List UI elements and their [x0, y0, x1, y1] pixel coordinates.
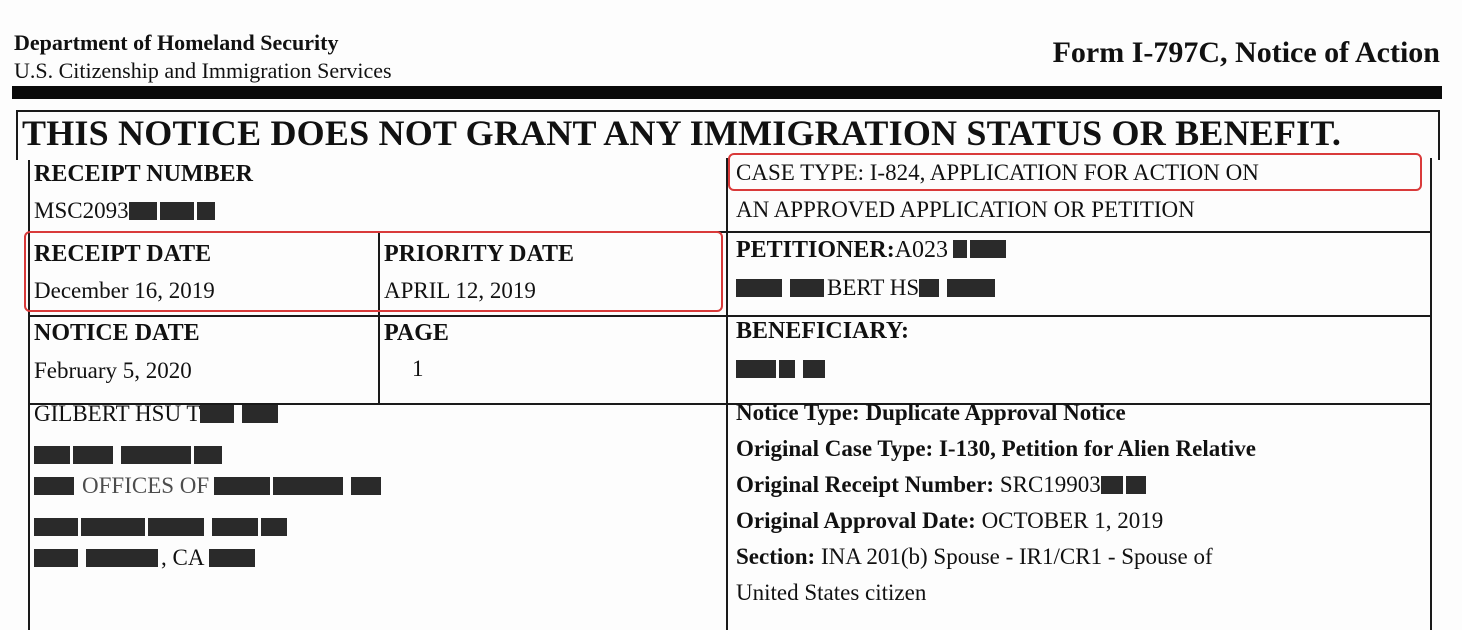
address-line-1 [34, 401, 281, 429]
notice-date-value: February 5, 2020 [34, 358, 192, 383]
petitioner-label-text: PETITIONER: [736, 237, 895, 263]
redaction-mark [34, 518, 290, 541]
table-divider-center [726, 158, 728, 630]
petitioner-name-visible: BERT HS [827, 275, 920, 300]
original-receipt-row [736, 472, 1149, 500]
original-case-type-label: Original Case Type: [736, 436, 934, 461]
receipt-number-value [34, 198, 218, 226]
notice-type-value: Duplicate Approval Notice [865, 400, 1126, 425]
banner-border-left [16, 110, 18, 160]
address-line-5 [34, 545, 258, 573]
original-case-type-row [736, 436, 1256, 462]
redaction-mark [204, 547, 258, 573]
redaction-mark [736, 277, 827, 303]
priority-date-value: APRIL 12, 2019 [384, 278, 536, 303]
case-type-line1: CASE TYPE: I-824, APPLICATION FOR ACTION ON [736, 160, 1259, 185]
address-line-5-visible: , CA [161, 545, 205, 570]
redaction-mark [948, 238, 1009, 265]
department-name: Department of Homeland Security [14, 30, 339, 55]
notice-date-label: NOTICE DATE [34, 320, 200, 346]
redaction-mark [129, 200, 218, 226]
address-line-4 [34, 518, 290, 541]
section-label: Section: [736, 544, 816, 569]
priority-date-label: PRIORITY DATE [384, 241, 575, 267]
form-title: Form I-797C, Notice of Action [1052, 36, 1440, 69]
original-receipt-value: SRC19903 [999, 472, 1101, 497]
redaction-mark [34, 547, 161, 573]
redaction-mark [34, 475, 82, 501]
beneficiary-name-redacted [736, 360, 828, 383]
table-border-right [1430, 158, 1432, 630]
agency-name: U.S. Citizenship and Immigration Services [14, 58, 392, 83]
address-line-3-visible: OFFICES OF [82, 473, 210, 498]
original-approval-row [736, 508, 1163, 534]
original-case-type-value: I-130, Petition for Alien Relative [938, 436, 1257, 461]
original-approval-label: Original Approval Date: [736, 508, 976, 533]
section-row [736, 544, 1213, 570]
receipt-number-prefix: MSC2093 [34, 198, 129, 223]
row-rule-2 [28, 315, 1432, 317]
address-name-visible: GILBERT HSU T [34, 401, 201, 426]
case-type-line2: AN APPROVED APPLICATION OR PETITION [736, 197, 1195, 222]
banner-border-right [1438, 110, 1440, 160]
address-line-3 [34, 473, 384, 501]
original-receipt-label: Original Receipt Number: [736, 472, 995, 497]
page-value: 1 [412, 356, 424, 381]
receipt-number-label: RECEIPT NUMBER [34, 161, 253, 187]
redaction-mark [34, 446, 225, 469]
receipt-date-value: December 16, 2019 [34, 278, 215, 303]
disclaimer-banner: THIS NOTICE DOES NOT GRANT ANY IMMIGRATION STATUS OR BENEFIT. [22, 113, 1342, 153]
petitioner-name [736, 275, 998, 303]
section-value-line1: INA 201(b) Spouse - IR1/CR1 - Spouse of [820, 544, 1213, 569]
original-approval-value: OCTOBER 1, 2019 [981, 508, 1164, 533]
petitioner-id-prefix: A023 [894, 237, 949, 263]
redaction-mark [1101, 474, 1149, 500]
page-label: PAGE [384, 320, 449, 346]
notice-type-row [736, 400, 1126, 426]
section-value-line2: United States citizen [736, 580, 927, 605]
redaction-mark [736, 360, 828, 383]
address-line-2 [34, 446, 225, 469]
redaction-mark [919, 277, 998, 303]
redaction-mark [200, 403, 281, 429]
petitioner-label [736, 237, 1009, 265]
beneficiary-label: BENEFICIARY: [736, 318, 909, 344]
notice-type-label: Notice Type: [736, 400, 860, 425]
header-rule [12, 86, 1442, 99]
receipt-date-label: RECEIPT DATE [34, 241, 212, 267]
redaction-mark [209, 475, 384, 501]
